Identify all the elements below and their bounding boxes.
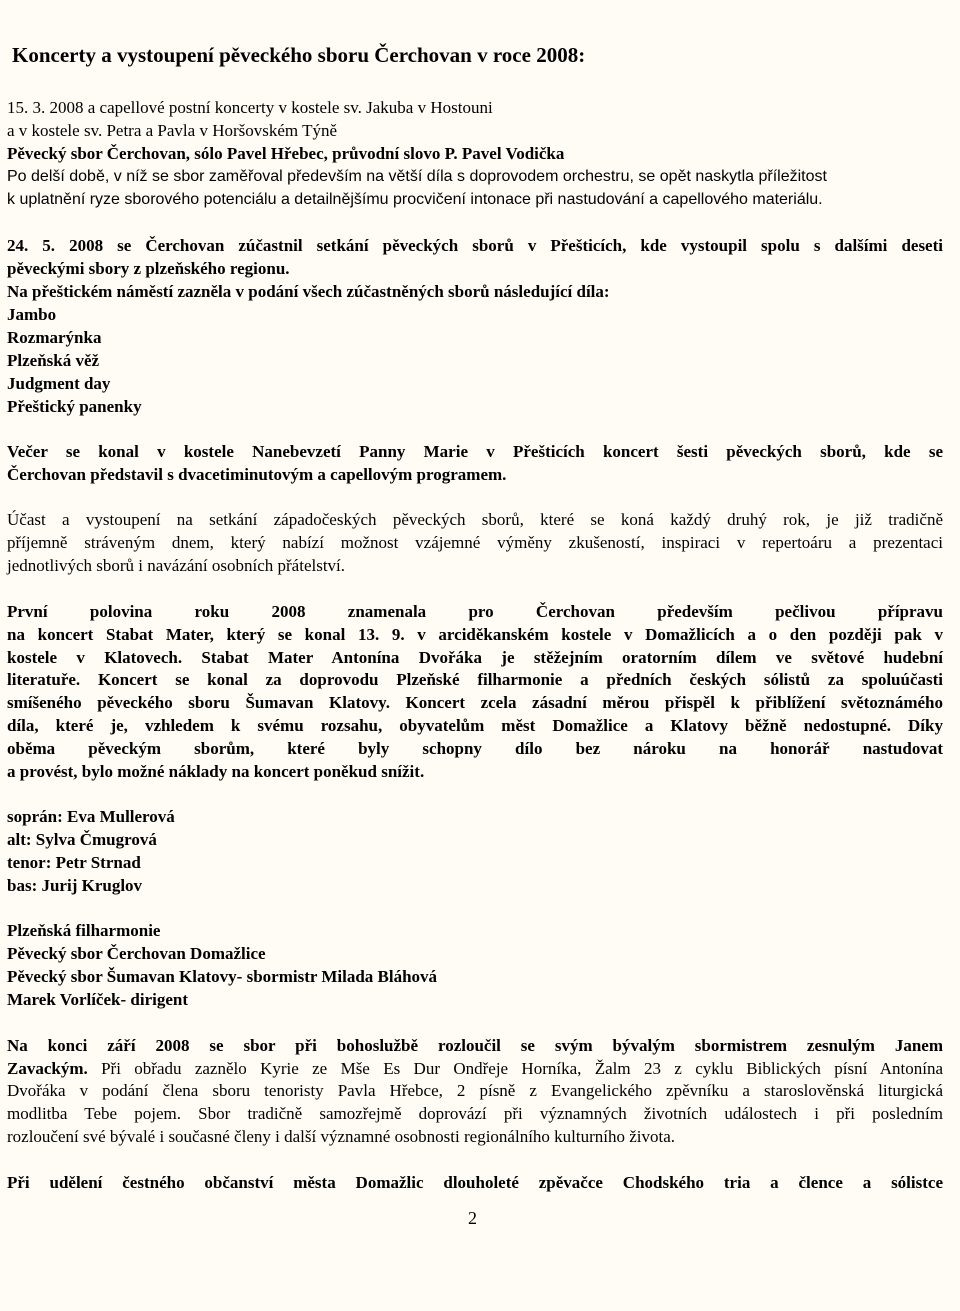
- section4-line2: příjemně stráveným dnem, který nabízí možnost vzájemné výměny zkušeností, inspiraci v repertoáru a prezentaci: [7, 533, 943, 552]
- ensemble-3: Pěvecký sbor Šumavan Klatovy- sbormistr Milada Bláhová: [7, 967, 438, 986]
- section5-line5: smíšeného pěveckého sboru Šumavan Klatovy. Koncert zcela zásadní měrou přispěl k přiblížení světoznámého: [7, 693, 943, 712]
- section5-line4: literatuře. Koncert se konal za doprovodu Plzeňské filharmonie a předních českých sólistů za spoluúčasti: [7, 670, 943, 689]
- soloist-alto: alt: Sylva Čmugrová: [7, 830, 157, 849]
- section6-line3: Dvořáka v podání člena sboru tenoristy Pavla Hřebce, 2 písně z Evangelického zpěvníku a staroslověnská liturgická: [7, 1081, 943, 1100]
- work-item-4: Judgment day: [7, 374, 111, 393]
- section1-line2: a v kostele sv. Petra a Pavla v Horšovském Týně: [7, 121, 338, 140]
- page-title: Koncerty a vystoupení pěveckého sboru Čerchovan v roce 2008:: [12, 43, 586, 67]
- work-item-5: Přeštický panenky: [7, 397, 142, 416]
- section6-line2: [7, 1058, 943, 1080]
- section1-line4: Po delší době, v níž se sbor zaměřoval především na větší díla s doprovodem orchestru, se opět naskytla příležitost: [7, 168, 827, 185]
- section2-line3: Na přeštickém náměstí zazněla v podání všech zúčastněných sborů následující díla:: [7, 282, 610, 301]
- ensemble-2: Pěvecký sbor Čerchovan Domažlice: [7, 944, 266, 963]
- section3-line2: Čerchovan představil s dvacetiminutovým a capellovým programem.: [7, 465, 507, 484]
- work-item-3: Plzeňská věž: [7, 351, 100, 370]
- section5-line6: díla, které je, vzhledem k svému rozsahu, obyvatelům měst Domažlice a Klatovy běžně nedostupné. Díky: [7, 716, 943, 735]
- section2-line1: 24. 5. 2008 se Čerchovan zúčastnil setkání pěveckých sborů v Přešticích, kde vystoupil spolu s dalšími deseti: [7, 236, 943, 255]
- section6-line1: Na konci září 2008 se sbor při bohoslužbě rozloučil se svým bývalým sbormistrem zesnulým Janem: [7, 1036, 943, 1055]
- section6-line4: modlitba Tebe pojem. Sbor tradičně samozřejmě doprovází při významných životních událostech i při posledním: [7, 1104, 943, 1123]
- ensemble-1: Plzeňská filharmonie: [7, 921, 161, 940]
- ensemble-4: Marek Vorlíček- dirigent: [7, 990, 188, 1009]
- section5-line3: kostele v Klatovech. Stabat Mater Antonína Dvořáka je stěžejním oratorním dílem ve světové hudební: [7, 648, 943, 667]
- section6-line2-bold: Zavackým.: [7, 1059, 88, 1078]
- section2-line2: pěveckými sbory z plzeňského regionu.: [7, 259, 290, 278]
- section4-line3: jednotlivých sborů i navázání osobních přátelství.: [7, 556, 346, 575]
- section6-line5: rozloučení své bývalé i současné členy i další významné osobnosti regionálního kulturního života.: [7, 1127, 676, 1146]
- soloist-tenor: tenor: Petr Strnad: [7, 853, 141, 872]
- work-item-2: Rozmarýnka: [7, 328, 102, 347]
- section4-line1: Účast a vystoupení na setkání západočeských pěveckých sborů, které se koná každý druhý rok, je již tradičně: [7, 510, 943, 529]
- section7-line1: Při udělení čestného občanství města Domažlic dlouholeté zpěvačce Chodského tria a člence a sólistce: [7, 1173, 943, 1192]
- section6-line2-rest: Při obřadu zaznělo Kyrie ze Mše Es Dur Ondřeje Horníka, Žalm 23 z cyklu Biblických písní Antonína: [87, 1059, 943, 1078]
- section1-line3: Pěvecký sbor Čerchovan, sólo Pavel Hřebec, průvodní slovo P. Pavel Vodička: [7, 144, 565, 163]
- soloist-soprano: soprán: Eva Mullerová: [7, 807, 175, 826]
- section5-line2: na koncert Stabat Mater, který se konal 13. 9. v arciděkanském kostele v Domažlicích a o den později pak v: [7, 625, 943, 644]
- section3-line1: Večer se konal v kostele Nanebevzetí Panny Marie v Přešticích koncert šesti pěveckých sborů, kde se: [7, 442, 943, 461]
- soloist-bass: bas: Jurij Kruglov: [7, 876, 143, 895]
- work-item-1: Jambo: [7, 305, 57, 324]
- section5-line7: oběma pěveckým sborům, které byly schopny dílo bez nároku na honorář nastudovat: [7, 739, 943, 758]
- section1-line1: 15. 3. 2008 a capellové postní koncerty v kostele sv. Jakuba v Hostouni: [7, 98, 493, 117]
- page-number: 2: [468, 1208, 477, 1228]
- section5-line1: První polovina roku 2008 znamenala pro Čerchovan především pečlivou přípravu: [7, 602, 943, 621]
- section5-line8: a provést, bylo možné náklady na koncert poněkud snížit.: [7, 762, 425, 781]
- section1-line5: k uplatnění ryze sborového potenciálu a detailnějšímu procvičení intonace při nastudování a capellového materiálu.: [7, 191, 823, 208]
